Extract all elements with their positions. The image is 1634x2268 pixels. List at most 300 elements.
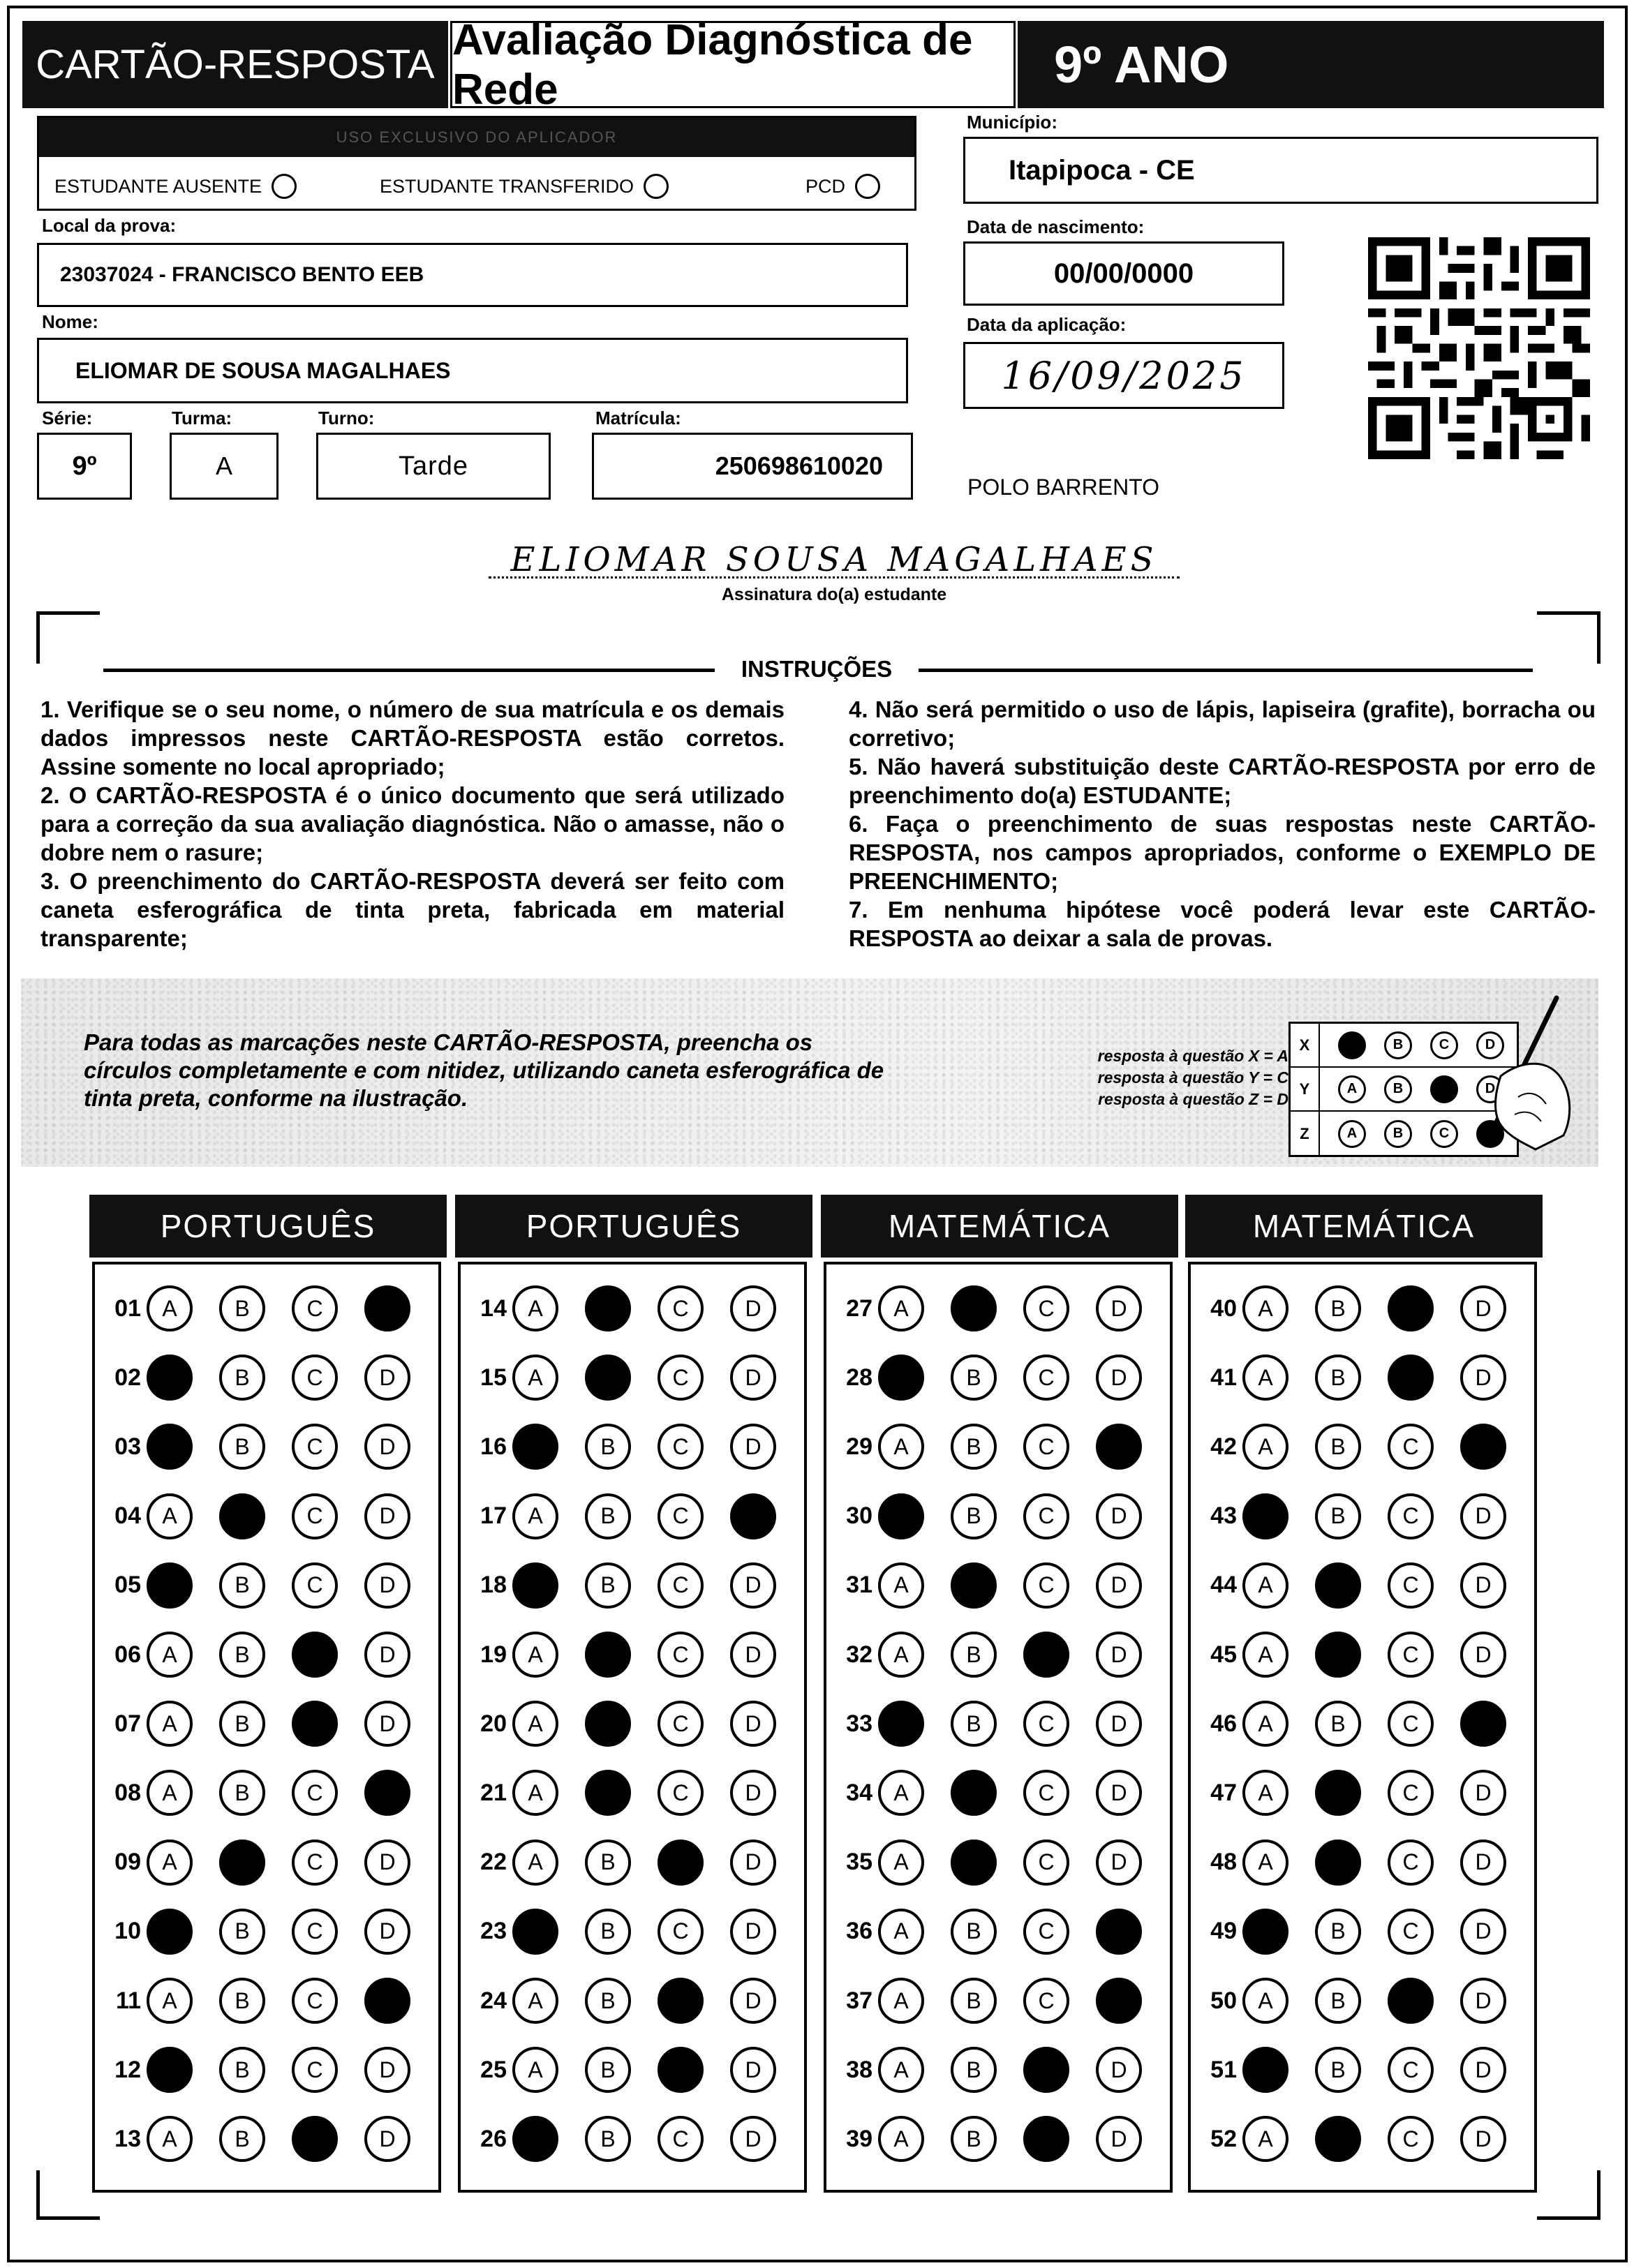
answer-bubble-a[interactable]: A [878,2047,924,2093]
answer-bubble-d[interactable]: D [1460,1562,1506,1609]
answer-bubble-c[interactable]: C [1023,1562,1069,1609]
answer-bubble-c[interactable]: C [658,1562,704,1609]
answer-bubble-a[interactable]: A [512,1978,558,2024]
answer-bubble-d[interactable]: D [730,1701,776,1747]
turma-field: A [170,433,278,500]
answer-bubble-a[interactable]: A [1242,1355,1288,1401]
answer-bubble-d[interactable]: D [364,1424,410,1470]
answer-bubble-a[interactable]: A [512,1285,558,1331]
answer-bubble-b[interactable]: B [951,1632,997,1678]
question-number: 40 [1210,1295,1237,1322]
question-row [466,1554,776,1617]
pcd-checkbox[interactable] [855,174,880,199]
answer-bubble-d[interactable]: D [1460,2047,1506,2093]
answer-bubble-c[interactable]: C [658,1770,704,1816]
answer-bubble-c[interactable] [1388,1285,1434,1331]
answer-bubble-b[interactable]: B [219,1285,265,1331]
answer-bubble-c[interactable]: C [1023,1978,1069,2024]
answer-bubble-c[interactable] [658,1840,704,1886]
answer-bubble-d[interactable]: D [1460,1978,1506,2024]
answer-bubble-a[interactable] [147,1909,193,1955]
question-row [101,1761,410,1824]
answer-bubble-d[interactable]: D [730,1909,776,1955]
example-legend-line: resposta à questão Z = D [1098,1090,1288,1108]
answer-bubble-d[interactable]: D [1460,1493,1506,1539]
answer-bubble-c[interactable]: C [292,1355,338,1401]
answer-bubble-b[interactable]: B [951,2047,997,2093]
instruction-item: 3. O preenchimento do CARTÃO-RESPOSTA deverá ser feito com caneta esferográfica de tinta preta, fabricada em material transparente; [40,868,785,951]
instructions-left [40,695,785,953]
answer-bubble-a[interactable] [878,1701,924,1747]
answer-bubble-d[interactable]: D [1460,1770,1506,1816]
example-row-label: Y [1291,1068,1320,1110]
answer-bubble-c[interactable]: C [1388,2047,1434,2093]
answer-bubble-b[interactable]: B [951,1355,997,1401]
question-number: 31 [846,1572,872,1599]
answer-bubble-b[interactable] [1315,1770,1361,1816]
question-row [832,2107,1142,2170]
answer-bubble-d[interactable]: D [1096,1840,1142,1886]
answer-bubble-d[interactable]: D [364,1909,410,1955]
question-row [101,1554,410,1617]
question-row [1196,2107,1506,2170]
answer-bubble-b[interactable]: B [585,1909,631,1955]
answer-bubble-b[interactable]: B [219,1978,265,2024]
answer-bubble-d[interactable]: D [1096,2047,1142,2093]
answer-bubble-c[interactable] [1023,1632,1069,1678]
answer-bubble-d[interactable]: D [1460,1840,1506,1886]
answer-bubble-c[interactable]: C [658,1285,704,1331]
answer-bubble-a[interactable]: A [147,1493,193,1539]
subject-header: MATEMÁTICA [821,1195,1178,1258]
question-row [101,1831,410,1894]
example-bubble-c: C [1430,1120,1458,1148]
answer-bubble-b[interactable] [585,1701,631,1747]
example-bubble-a: A [1338,1075,1366,1103]
answer-bubble-a[interactable] [512,1424,558,1470]
answer-bubble-c[interactable]: C [292,1909,338,1955]
answer-bubble-a[interactable]: A [512,1493,558,1539]
question-row [101,1692,410,1755]
question-row [1196,1761,1506,1824]
question-number: 44 [1210,1572,1237,1599]
answer-bubble-b[interactable]: B [1315,1701,1361,1747]
answer-bubble-d[interactable]: D [730,1285,776,1331]
card-label: CARTÃO-RESPOSTA [22,21,448,108]
answer-bubble-a[interactable]: A [147,1770,193,1816]
answer-bubble-c[interactable]: C [292,1840,338,1886]
answer-bubble-b[interactable]: B [1315,1909,1361,1955]
answer-bubble-b[interactable]: B [219,1770,265,1816]
aplicacao-label: Data da aplicação: [967,314,1127,335]
answer-bubble-a[interactable]: A [878,1770,924,1816]
answer-bubble-b[interactable]: B [219,1355,265,1401]
question-number: 23 [480,1918,507,1945]
answer-bubble-b[interactable]: B [1315,1978,1361,2024]
answer-bubble-b[interactable] [585,1285,631,1331]
answer-bubble-b[interactable]: B [1315,1424,1361,1470]
answer-bubble-a[interactable]: A [147,2116,193,2162]
answer-bubble-b[interactable]: B [219,1562,265,1609]
question-number: 46 [1210,1710,1237,1737]
answer-bubble-b[interactable]: B [585,2116,631,2162]
answer-bubble-b[interactable]: B [219,1424,265,1470]
answer-bubble-a[interactable]: A [1242,1632,1288,1678]
answer-bubble-a[interactable]: A [512,2047,558,2093]
answer-bubble-b[interactable] [585,1632,631,1678]
answer-bubble-c[interactable]: C [292,1424,338,1470]
answer-bubble-a[interactable]: A [1242,1562,1288,1609]
answer-bubble-c[interactable]: C [1388,1562,1434,1609]
answer-bubble-c[interactable]: C [1023,1701,1069,1747]
answer-bubble-d[interactable]: D [1460,2116,1506,2162]
instruction-item: 4. Não será permitido o uso de lápis, lapiseira (grafite), borracha ou corretivo; [849,696,1596,751]
answer-bubble-d[interactable]: D [730,1770,776,1816]
answer-bubble-d[interactable]: D [1460,1355,1506,1401]
answer-bubble-a[interactable]: A [512,1632,558,1678]
answer-bubble-c[interactable] [292,1701,338,1747]
question-row [832,1761,1142,1824]
answer-bubble-b[interactable]: B [219,1632,265,1678]
answer-bubble-d[interactable]: D [1096,1701,1142,1747]
divider [103,669,715,672]
answer-bubble-a[interactable]: A [878,1909,924,1955]
answer-bubble-d[interactable]: D [364,2047,410,2093]
answer-bubble-c[interactable] [1023,2047,1069,2093]
answer-bubble-c[interactable]: C [1388,1701,1434,1747]
answer-bubble-d[interactable]: D [364,2116,410,2162]
answer-bubble-c[interactable] [1388,1978,1434,2024]
question-number: 11 [116,1987,141,2014]
answer-bubble-d[interactable]: D [364,1701,410,1747]
question-number: 49 [1210,1918,1237,1945]
answer-bubble-a[interactable]: A [147,1285,193,1331]
answer-bubble-a[interactable]: A [512,1840,558,1886]
transferred-checkbox[interactable] [644,174,669,199]
answer-bubble-d[interactable]: D [1096,1355,1142,1401]
answer-bubble-d[interactable] [364,1770,410,1816]
question-row [466,1485,776,1548]
answer-bubble-c[interactable]: C [292,1493,338,1539]
answer-bubble-c[interactable] [658,1978,704,2024]
question-row [1196,2038,1506,2101]
question-number: 25 [480,2056,507,2083]
question-row [466,1761,776,1824]
answer-bubble-a[interactable]: A [147,1978,193,2024]
answer-bubble-d[interactable] [1096,1909,1142,1955]
aplicacao-field: 16/09/2025 [963,342,1284,409]
question-row [832,1831,1142,1894]
answer-bubble-d[interactable]: D [730,1632,776,1678]
answer-bubble-d[interactable]: D [730,1424,776,1470]
absent-checkbox[interactable] [272,174,297,199]
answer-bubble-b[interactable]: B [1315,1355,1361,1401]
question-row [466,1900,776,1963]
answer-bubble-c[interactable]: C [1023,1909,1069,1955]
question-number: 27 [846,1295,872,1322]
answer-bubble-d[interactable]: D [1096,1770,1142,1816]
example-legend-line: resposta à questão X = A [1097,1047,1288,1065]
question-number: 51 [1210,2056,1237,2083]
turno-label: Turno: [318,408,375,428]
applicator-title: USO EXCLUSIVO DO APLICADOR [39,118,914,157]
answer-bubble-a[interactable]: A [1242,1285,1288,1331]
question-number: 41 [1210,1364,1237,1391]
example-legend [1030,1045,1288,1110]
answer-bubble-b[interactable]: B [1315,1285,1361,1331]
question-number: 42 [1210,1433,1237,1460]
answer-bubble-c[interactable]: C [1388,1770,1434,1816]
answer-bubble-a[interactable]: A [147,1840,193,1886]
answer-bubble-d[interactable]: D [730,2116,776,2162]
question-row [1196,1831,1506,1894]
question-row [466,1692,776,1755]
answer-bubble-d[interactable]: D [730,1562,776,1609]
answer-bubble-a[interactable] [1242,1493,1288,1539]
answer-bubble-d[interactable]: D [364,1493,410,1539]
answer-bubble-d[interactable]: D [1460,1909,1506,1955]
answer-bubble-c[interactable]: C [658,2116,704,2162]
answer-bubble-c[interactable]: C [292,2047,338,2093]
question-row [1196,1346,1506,1409]
answer-bubble-b[interactable] [219,1493,265,1539]
answer-bubble-a[interactable]: A [147,1701,193,1747]
answer-bubble-d[interactable]: D [364,1840,410,1886]
answer-bubble-b[interactable]: B [585,2047,631,2093]
answer-bubble-c[interactable] [1388,1355,1434,1401]
example-legend-line: resposta à questão Y = C [1097,1068,1288,1087]
answer-bubble-b[interactable] [1315,1632,1361,1678]
answer-bubble-b[interactable]: B [219,2116,265,2162]
answer-bubble-c[interactable]: C [292,1285,338,1331]
answer-bubble-a[interactable] [878,1355,924,1401]
answer-bubble-a[interactable] [147,1424,193,1470]
answer-bubble-c[interactable]: C [1388,2116,1434,2162]
answer-bubble-b[interactable]: B [585,1562,631,1609]
answer-bubble-d[interactable]: D [1096,1285,1142,1331]
answer-bubble-c[interactable]: C [1388,1909,1434,1955]
answer-bubble-b[interactable] [1315,1840,1361,1886]
answer-bubble-d[interactable] [364,1978,410,2024]
answer-bubble-d[interactable]: D [1096,1632,1142,1678]
municipio-field: Itapipoca - CE [963,137,1598,204]
question-number: 01 [114,1295,141,1322]
example-row-label: X [1291,1024,1320,1066]
nascimento-field: 00/00/0000 [963,241,1284,306]
instructions-right [849,695,1596,953]
polo-text: POLO BARRENTO [967,475,1160,500]
answer-bubble-c[interactable]: C [1388,1840,1434,1886]
answer-bubble-c[interactable]: C [1388,1493,1434,1539]
answer-bubble-d[interactable] [1096,1424,1142,1470]
answer-bubble-a[interactable]: A [1242,1840,1288,1886]
answer-bubble-d[interactable]: D [1096,1562,1142,1609]
answer-bubble-c[interactable]: C [1388,1632,1434,1678]
answer-column [1188,1262,1537,2193]
matricula-label: Matrícula: [595,408,681,428]
answer-bubble-b[interactable] [951,1285,997,1331]
answer-bubble-d[interactable]: D [364,1355,410,1401]
answer-bubble-c[interactable]: C [1023,1493,1069,1539]
answer-bubble-a[interactable] [512,1562,558,1609]
answer-bubble-b[interactable] [585,1355,631,1401]
question-number: 10 [114,1918,141,1945]
answer-bubble-c[interactable]: C [292,1978,338,2024]
question-number: 16 [480,1433,507,1460]
answer-bubble-d[interactable] [1460,1424,1506,1470]
question-row [466,2107,776,2170]
answer-bubble-c[interactable]: C [658,1909,704,1955]
answer-bubble-c[interactable]: C [1023,1424,1069,1470]
answer-bubble-b[interactable]: B [585,1978,631,2024]
answer-bubble-b[interactable] [951,1770,997,1816]
question-number: 36 [846,1918,872,1945]
answer-bubble-a[interactable] [147,1355,193,1401]
answer-bubble-c[interactable]: C [658,1493,704,1539]
answer-bubble-a[interactable] [512,1909,558,1955]
question-row [832,1277,1142,1340]
subject-header: PORTUGUÊS [455,1195,812,1258]
answer-bubble-b[interactable] [1315,1562,1361,1609]
answer-bubble-b[interactable]: B [951,1978,997,2024]
question-row [1196,1415,1506,1478]
answer-bubble-c[interactable]: C [1023,1355,1069,1401]
answer-bubble-a[interactable] [147,2047,193,2093]
answer-bubble-d[interactable]: D [1096,1493,1142,1539]
question-number: 21 [480,1779,507,1806]
answer-bubble-c[interactable] [292,2116,338,2162]
answer-bubble-d[interactable]: D [730,1355,776,1401]
answer-bubble-a[interactable]: A [1242,1978,1288,2024]
answer-bubble-b[interactable]: B [1315,1493,1361,1539]
answer-bubble-a[interactable]: A [1242,2116,1288,2162]
answer-bubble-a[interactable]: A [512,1770,558,1816]
answer-bubble-c[interactable]: C [658,1701,704,1747]
answer-bubble-b[interactable]: B [585,1840,631,1886]
answer-bubble-d[interactable] [364,1285,410,1331]
grade-badge: 9º ANO [1018,21,1604,108]
question-row [1196,1692,1506,1755]
answer-bubble-a[interactable]: A [1242,1770,1288,1816]
answer-bubble-d[interactable]: D [1460,1632,1506,1678]
answer-bubble-b[interactable] [1315,2116,1361,2162]
answer-bubble-a[interactable]: A [1242,1424,1288,1470]
answer-bubble-a[interactable]: A [878,2116,924,2162]
answer-bubble-b[interactable] [951,1840,997,1886]
answer-bubble-a[interactable] [512,2116,558,2162]
answer-bubble-c[interactable]: C [292,1770,338,1816]
example-bubble-c: C [1430,1031,1458,1059]
answer-bubble-c[interactable]: C [658,1424,704,1470]
answer-bubble-a[interactable]: A [878,1978,924,2024]
answer-bubble-b[interactable]: B [219,1909,265,1955]
answer-bubble-a[interactable]: A [878,1562,924,1609]
answer-bubble-d[interactable]: D [730,2047,776,2093]
answer-bubble-c[interactable]: C [1023,1840,1069,1886]
instructions-title: INSTRUÇÕES [741,656,893,682]
example-bubble-d: D [1476,1075,1504,1103]
answer-bubble-b[interactable]: B [585,1493,631,1539]
question-row [466,1277,776,1340]
question-number: 37 [846,1987,872,2014]
filling-example-band [21,978,1598,1167]
instruction-item: 6. Faça o preenchimento de suas respostas neste CARTÃO-RESPOSTA, nos campos apropriados, conforme o EXEMPLO DE PREENCHIMENTO; [849,811,1596,894]
answer-bubble-b[interactable] [951,1562,997,1609]
answer-bubble-a[interactable]: A [512,1701,558,1747]
answer-bubble-b[interactable]: B [951,1493,997,1539]
answer-bubble-a[interactable]: A [878,1632,924,1678]
answer-bubble-a[interactable]: A [878,1424,924,1470]
answer-bubble-a[interactable]: A [878,1285,924,1331]
question-number: 32 [846,1641,872,1668]
answer-bubble-d[interactable] [1460,1701,1506,1747]
answer-bubble-c[interactable]: C [1023,1285,1069,1331]
answer-bubble-c[interactable]: C [1023,1770,1069,1816]
answer-bubble-c[interactable] [658,2047,704,2093]
question-row [832,1346,1142,1409]
answer-bubble-b[interactable]: B [951,2116,997,2162]
answer-bubble-c[interactable]: C [658,1632,704,1678]
answer-bubble-b[interactable]: B [219,1701,265,1747]
answer-bubble-b[interactable]: B [585,1424,631,1470]
answer-bubble-a[interactable] [878,1493,924,1539]
answer-bubble-a[interactable]: A [147,1632,193,1678]
answer-bubble-b[interactable]: B [219,2047,265,2093]
answer-bubble-a[interactable] [1242,1909,1288,1955]
answer-bubble-d[interactable]: D [1096,2116,1142,2162]
question-number: 28 [846,1364,872,1391]
question-number: 12 [114,2056,141,2083]
example-bubble-d: D [1476,1031,1504,1059]
answer-bubble-d[interactable]: D [730,1840,776,1886]
instruction-item: 2. O CARTÃO-RESPOSTA é o único documento que será utilizado para a correção da sua avaliação diagnóstica. Não o amasse, não o dobre nem o rasure; [40,782,785,865]
answer-bubble-a[interactable]: A [512,1355,558,1401]
instruction-item: 7. Em nenhuma hipótese você poderá levar este CARTÃO-RESPOSTA ao deixar a sala de provas. [849,897,1596,951]
answer-bubble-b[interactable]: B [951,1424,997,1470]
answer-bubble-d[interactable]: D [1460,1285,1506,1331]
question-row [1196,1969,1506,2032]
answer-bubble-a[interactable] [1242,2047,1288,2093]
question-row [101,1900,410,1963]
local-label: Local da prova: [42,215,177,236]
answer-bubble-d[interactable] [1096,1978,1142,2024]
answer-bubble-b[interactable]: B [1315,2047,1361,2093]
answer-bubble-a[interactable]: A [1242,1701,1288,1747]
question-row [466,1831,776,1894]
answer-bubble-d[interactable] [730,1493,776,1539]
answer-bubble-a[interactable]: A [878,1840,924,1886]
answer-bubble-c[interactable]: C [658,1355,704,1401]
answer-bubble-d[interactable]: D [730,1978,776,2024]
answer-bubble-c[interactable]: C [292,1562,338,1609]
question-row [101,1969,410,2032]
question-row [101,1415,410,1478]
answer-bubble-d[interactable]: D [364,1632,410,1678]
answer-bubble-c[interactable] [1023,2116,1069,2162]
answer-bubble-c[interactable]: C [1388,1424,1434,1470]
question-row [832,1692,1142,1755]
answer-bubble-b[interactable]: B [951,1909,997,1955]
signature-line [489,576,1180,579]
answer-bubble-d[interactable]: D [364,1562,410,1609]
answer-bubble-b[interactable] [585,1770,631,1816]
answer-bubble-b[interactable]: B [951,1701,997,1747]
question-number: 13 [114,2125,141,2152]
serie-field: 9º [37,433,132,500]
answer-bubble-c[interactable] [292,1632,338,1678]
answer-bubble-a[interactable] [147,1562,193,1609]
answer-bubble-b[interactable] [219,1840,265,1886]
